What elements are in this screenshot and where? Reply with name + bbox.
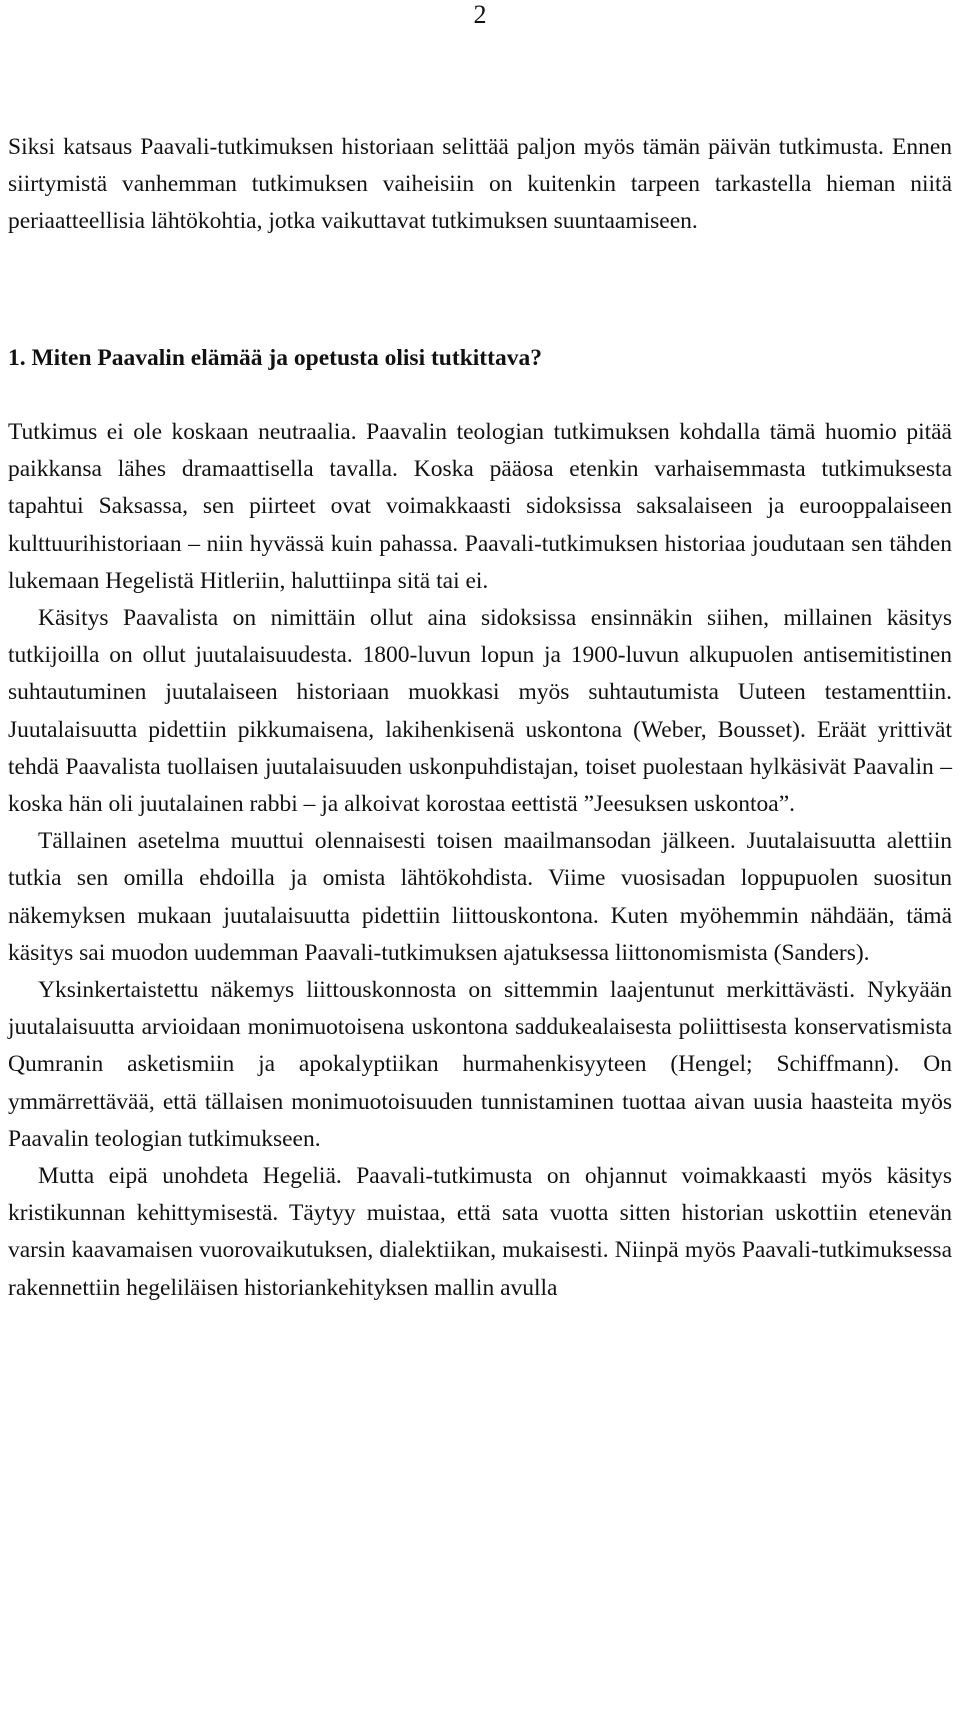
body-paragraph-4: Yksinkertaistettu näkemys liittouskonnosta on sittemmin laajentunut merkittävästi. Nykyään juutalaisuutta arvioidaan monimuotoisena uskontona saddukealaisesta poliittisesta konservatismista Qumranin asketismiin ja apokalyptiikan hurmahenkisyyteen (Hengel; Schiffmann). On ymmärrettävää, että tällaisen monimuotoisuuden tunnistaminen tuottaa aivan uusia haasteita myös Paavalin teologian tutkimukseen. (8, 977, 952, 1152)
section-heading: 1. Miten Paavalin elämää ja opetusta olisi tutkittava? (8, 345, 542, 371)
intro-paragraph: Siksi katsaus Paavali-tutkimuksen historiaan selittää paljon myös tämän päivän tutkimusta. Ennen siirtymistä vanhemman tutkimuksen vaiheisiin on kuitenkin tarpeen tarkastella hieman niitä periaatteellisia lähtökohtia, jotka vaikuttavat tutkimuksen suuntaamiseen. (8, 134, 952, 235)
page-number: 2 (473, 0, 487, 29)
body-paragraph-2: Käsitys Paavalista on nimittäin ollut aina sidoksissa ensinnäkin siihen, millainen käsitys tutkijoilla on ollut juutalaisuudesta. 1800-luvun lopun ja 1900-luvun alkupuolen antisemitistinen suhtautuminen juutalaiseen historiaan muokkasi myös suhtautumista Uuteen testamenttiin. Juutalaisuutta pidettiin pikkumaisena, lakihenkisenä uskontona (Weber, Bousset). Eräät yrittivät tehdä Paavalista tuollaisen juutalaisuuden uskonpuhdistajan, toiset puolestaan hylkäsivät Paavalin – koska hän oli juutalainen rabbi – ja alkoivat korostaa eettistä ”Jeesuksen uskontoa”. (8, 605, 952, 818)
intro-paragraph-block (8, 129, 952, 241)
body-paragraph-1: Tutkimus ei ole koskaan neutraalia. Paavalin teologian tutkimuksen kohdalla tämä huomio pitää paikkansa lähes dramaattisella tavalla. Koska pääosa etenkin varhaisemmasta tutkimuksesta tapahtui Saksassa, sen piirteet ovat voimakkaasti sidoksissa saksalaiseen ja eurooppalaiseen kulttuurihistoriaan – niin hyvässä kuin pahassa. Paavali-tutkimuksen historiaa joudutaan sen tähden lukemaan Hegelistä Hitleriin, haluttiinpa sitä tai ei. (8, 419, 952, 594)
body-paragraph-5: Mutta eipä unohdeta Hegeliä. Paavali-tutkimusta on ohjannut voimakkaasti myös käsitys kristikunnan kehittymisestä. Täytyy muistaa, että sata vuotta sitten historian uskottiin etenevän varsin kaavamaisen vuorovaikutuksen, dialektiikan, mukaisesti. Niinpä myös Paavali-tutkimuksessa rakennettiin hegeliläisen historiankehityksen mallin avulla (8, 1163, 952, 1301)
body-paragraph-3: Tällainen asetelma muuttui olennaisesti toisen maailmansodan jälkeen. Juutalaisuutta alettiin tutkia sen omilla ehdoilla ja omista lähtökohdista. Viime vuosisadan loppupuolen suositun näkemyksen mukaan juutalaisuutta pidettiin liittouskontona. Kuten myöhemmin nähdään, tämä käsitys sai muodon uudemman Paavali-tutkimuksen ajatuksessa liittonomismista (Sanders). (8, 828, 952, 966)
section-body (8, 414, 952, 1307)
